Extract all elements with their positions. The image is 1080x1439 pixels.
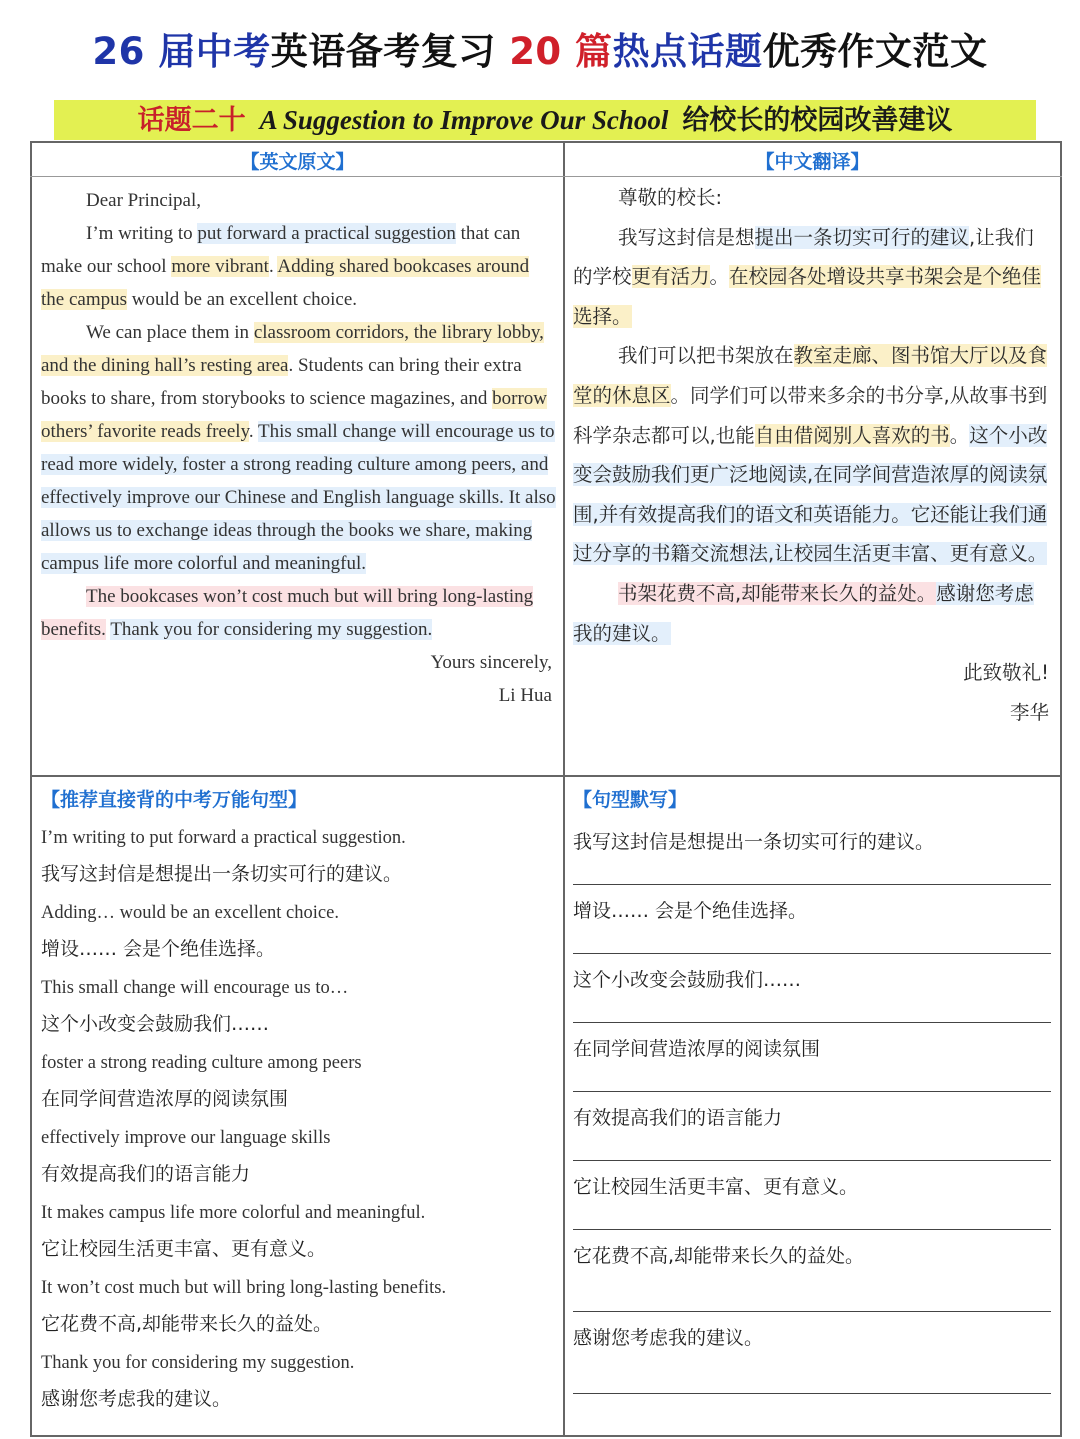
highlight-phrase: 提出一条切实可行的建议 [754, 225, 970, 249]
title-part-count: 20 篇 [509, 30, 613, 73]
title-part-grade: 26 届中考 [92, 30, 271, 73]
letter-greeting: Dear Principal, [86, 190, 202, 211]
sentence-pattern [41, 1196, 556, 1271]
dictation-item [573, 1238, 1051, 1320]
sentence-pattern [41, 1046, 556, 1121]
translation-greeting: 尊敬的校长: [618, 186, 723, 209]
sentence-chinese: 它让校园生活更丰富、更有意义。 [41, 1238, 327, 1260]
letter-paragraph-2: We can place them in classroom corridors, the library lobby, and the dining hall’s resting area. Students can bring their extra books to share, from storybooks to science magazines, and borrow others’ favorite reads freely. This small change will encourage us to read more widely, foster a strong reading culture among peers, and effectively improve our Chinese and English language skills. It also allows us to exchange ideas through the books we share, making campus life more colorful and meaningful. [41, 322, 556, 574]
title-part-topics: 热点话题 [612, 30, 763, 73]
dictation-list [573, 824, 1051, 1402]
sentence-pattern-list [41, 821, 556, 1421]
answer-line [573, 1311, 1051, 1312]
highlight-phrase: classroom corridors, the library lobby, and the dining hall’s resting area [41, 322, 544, 376]
highlight-phrase: 这个小改变会鼓励我们更广泛地阅读,在同学间营造浓厚的阅读氛围,并有效提高我们的语文和英语能力。它还能让我们通过分享的书籍交流想法,让校园生活更丰富、更有意义。 [573, 423, 1048, 566]
chinese-translation [573, 178, 1053, 732]
header-divider [30, 176, 1062, 177]
dictation-prompt: 这个小改变会鼓励我们…… [573, 969, 802, 991]
column-divider [563, 141, 565, 1437]
highlight-phrase: 感谢您考虑我的建议。 [573, 581, 1034, 645]
highlight-phrase: This small change will encourage us to read more widely, foster a strong reading culture among peers, and effectively improve our Chinese and English language skills. It also allows us to exchange ideas through the books we share, making campus life more colorful and meaningful. [41, 421, 556, 574]
translation-paragraph-3 [573, 574, 1053, 653]
answer-line [573, 884, 1051, 885]
dictation-prompt: 增设…… 会是个绝佳选择。 [573, 900, 808, 922]
highlight-phrase: The bookcases won’t cost much but will bring long-lasting benefits. [41, 586, 534, 640]
highlight-phrase: 自由借阅别人喜欢的书 [754, 423, 950, 447]
sentence-english: Thank you for considering my suggestion. [41, 1353, 355, 1373]
highlight-phrase: 在校园各处增设共享书架会是个绝佳选择。 [573, 265, 1042, 328]
answer-line [573, 1229, 1051, 1230]
sentence-pattern [41, 1271, 556, 1346]
title-part-essays: 优秀作文范文 [762, 30, 988, 73]
header-recommended-sentences: 【推荐直接背的中考万能句型】 [41, 789, 308, 811]
header-english-original: 【英文原文】 [240, 151, 355, 173]
dictation-prompt: 在同学间营造浓厚的阅读氛围 [573, 1038, 821, 1060]
letter-signature: Li Hua [498, 685, 552, 706]
answer-line [573, 1091, 1051, 1092]
sentence-chinese: 有效提高我们的语言能力 [41, 1163, 251, 1185]
header-sentence-dictation: 【句型默写】 [573, 789, 688, 811]
highlight-phrase: Adding shared bookcases around the campus [41, 256, 530, 310]
dictation-item [573, 893, 1051, 962]
sentence-english: Adding… would be an excellent choice. [41, 903, 339, 923]
letter-paragraph-1: I’m writing to put forward a practical suggestion that can make our school more vibrant. Adding shared bookcases around the campus would be an excellent choice. [41, 223, 530, 310]
sentence-chinese: 这个小改变会鼓励我们…… [41, 1013, 270, 1035]
page-title [0, 30, 1080, 74]
topic-chinese-title: 给校长的校园改善建议 [682, 105, 953, 136]
highlight-phrase: Thank you for considering my suggestion. [110, 619, 433, 640]
dictation-prompt: 感谢您考虑我的建议。 [573, 1327, 764, 1349]
answer-line [573, 1160, 1051, 1161]
sentence-pattern [41, 1346, 556, 1421]
answer-line [573, 1393, 1051, 1394]
sentence-pattern [41, 971, 556, 1046]
sentence-pattern [41, 1121, 556, 1196]
sentence-english: It makes campus life more colorful and meaningful. [41, 1203, 426, 1223]
topic-bar [54, 100, 1036, 140]
header-chinese-translation: 【中文翻译】 [755, 151, 870, 173]
sentence-english: effectively improve our language skills [41, 1128, 331, 1148]
dictation-prompt: 我写这封信是想提出一条切实可行的建议。 [573, 831, 935, 853]
sentence-chinese: 感谢您考虑我的建议。 [41, 1388, 232, 1410]
translation-closing: 此致敬礼! [963, 661, 1049, 685]
translation-paragraph-2: 我们可以把书架放在教室走廊、图书馆大厅以及食堂的休息区。同学们可以带来多余的书分享,从故事书到科学杂志都可以,也能自由借阅别人喜欢的书。这个小改变会鼓励我们更广泛地阅读,在同学间营造浓厚的阅读氛围,并有效提高我们的语文和英语能力。它还能让我们通过分享的书籍交流想法,让校园生活更丰富、更有意义。 [573, 344, 1048, 566]
dictation-item [573, 1100, 1051, 1169]
dictation-prompt: 它花费不高,却能带来长久的益处。 [573, 1245, 865, 1267]
sentence-english: It won’t cost much but will bring long-lasting benefits. [41, 1278, 447, 1298]
topic-number: 话题二十 [137, 105, 246, 136]
letter-closing: Yours sincerely, [430, 652, 552, 673]
answer-line [573, 1022, 1051, 1023]
dictation-item [573, 824, 1051, 893]
answer-line [573, 953, 1051, 954]
sentence-chinese: 在同学间营造浓厚的阅读氛围 [41, 1088, 289, 1110]
sentence-pattern [41, 821, 556, 896]
highlight-phrase: put forward a practical suggestion [197, 223, 456, 244]
dictation-item [573, 1320, 1051, 1402]
highlight-phrase: 更有活力 [631, 265, 710, 289]
highlight-phrase: 书架花费不高,却能带来长久的益处。 [618, 581, 937, 605]
dictation-item [573, 1169, 1051, 1238]
sentence-english: I’m writing to put forward a practical suggestion. [41, 828, 406, 848]
english-letter [41, 184, 556, 712]
sentence-chinese: 我写这封信是想提出一条切实可行的建议。 [41, 863, 403, 885]
letter-paragraph-3 [41, 580, 556, 646]
topic-english-title: A Suggestion to Improve Our School [259, 105, 669, 135]
highlight-phrase: more vibrant [171, 256, 269, 277]
sentence-chinese: 它花费不高,却能带来长久的益处。 [41, 1313, 333, 1335]
dictation-item [573, 962, 1051, 1031]
section-divider [30, 775, 1062, 777]
highlight-phrase: borrow others’ favorite reads freely [41, 388, 548, 442]
title-part-english: 英语备考复习 [270, 30, 510, 73]
sentence-chinese: 增设…… 会是个绝佳选择。 [41, 938, 276, 960]
sentence-english: foster a strong reading culture among peers [41, 1053, 362, 1073]
translation-paragraph-1: 我写这封信是想提出一条切实可行的建议,让我们的学校更有活力。在校园各处增设共享书架会是个绝佳选择。 [573, 225, 1042, 328]
translation-signature: 李华 [1009, 700, 1049, 724]
dictation-prompt: 它让校园生活更丰富、更有意义。 [573, 1176, 859, 1198]
sentence-pattern [41, 896, 556, 971]
highlight-phrase: 教室走廊、图书馆大厅以及食堂的休息区 [573, 344, 1048, 407]
dictation-item [573, 1031, 1051, 1100]
dictation-prompt: 有效提高我们的语言能力 [573, 1107, 783, 1129]
sentence-english: This small change will encourage us to… [41, 978, 349, 998]
